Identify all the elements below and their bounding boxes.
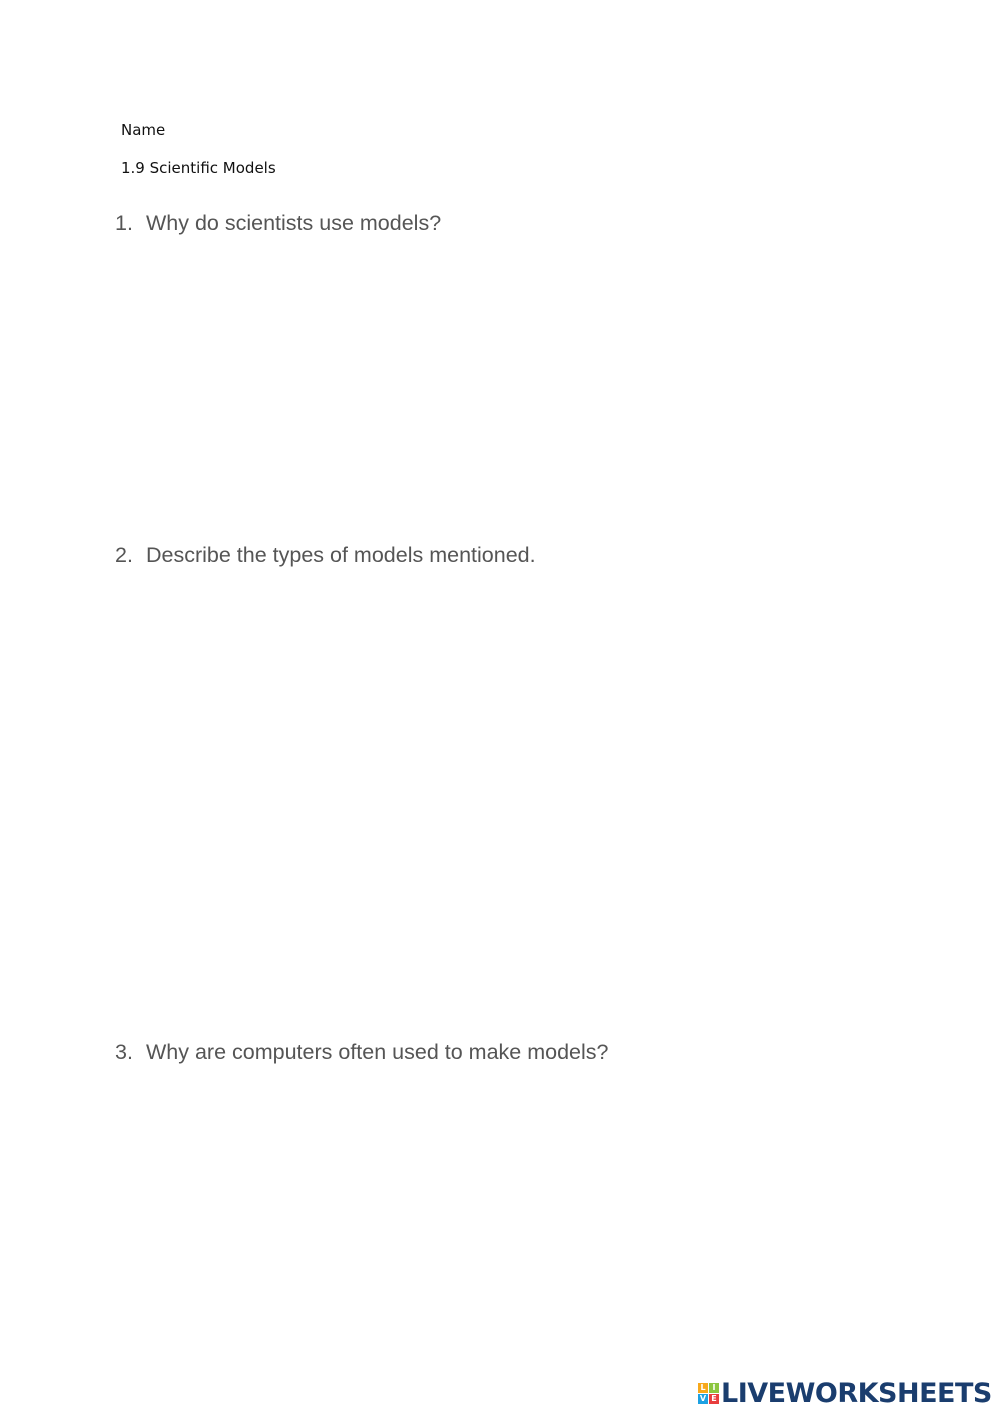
logo-mark-icon [698, 1383, 719, 1404]
question-3 [115, 1040, 608, 1065]
question-text: Why do scientists use models? [146, 211, 442, 235]
question-text: Describe the types of models mentioned. [146, 543, 536, 567]
liveworksheets-logo [698, 1378, 992, 1408]
question-number: 2. [115, 543, 133, 567]
question-1 [115, 211, 441, 236]
logo-mark-tile: E [709, 1394, 719, 1404]
worksheet-title: 1.9 Scientific Models [121, 159, 276, 177]
answer-area-2[interactable] [115, 585, 875, 1025]
logo-mark-tile: I [709, 1383, 719, 1393]
question-number: 3. [115, 1040, 133, 1064]
answer-area-3[interactable] [115, 1080, 875, 1360]
name-label: Name [121, 121, 166, 139]
logo-mark-tile: V [699, 1393, 707, 1403]
question-2 [115, 543, 536, 568]
logo-mark-tile: L [698, 1383, 708, 1393]
question-text: Why are computers often used to make models? [146, 1040, 609, 1064]
logo-text: LIVEWORKSHEETS [721, 1377, 992, 1409]
answer-area-1[interactable] [115, 250, 875, 530]
question-number: 1. [115, 211, 133, 235]
